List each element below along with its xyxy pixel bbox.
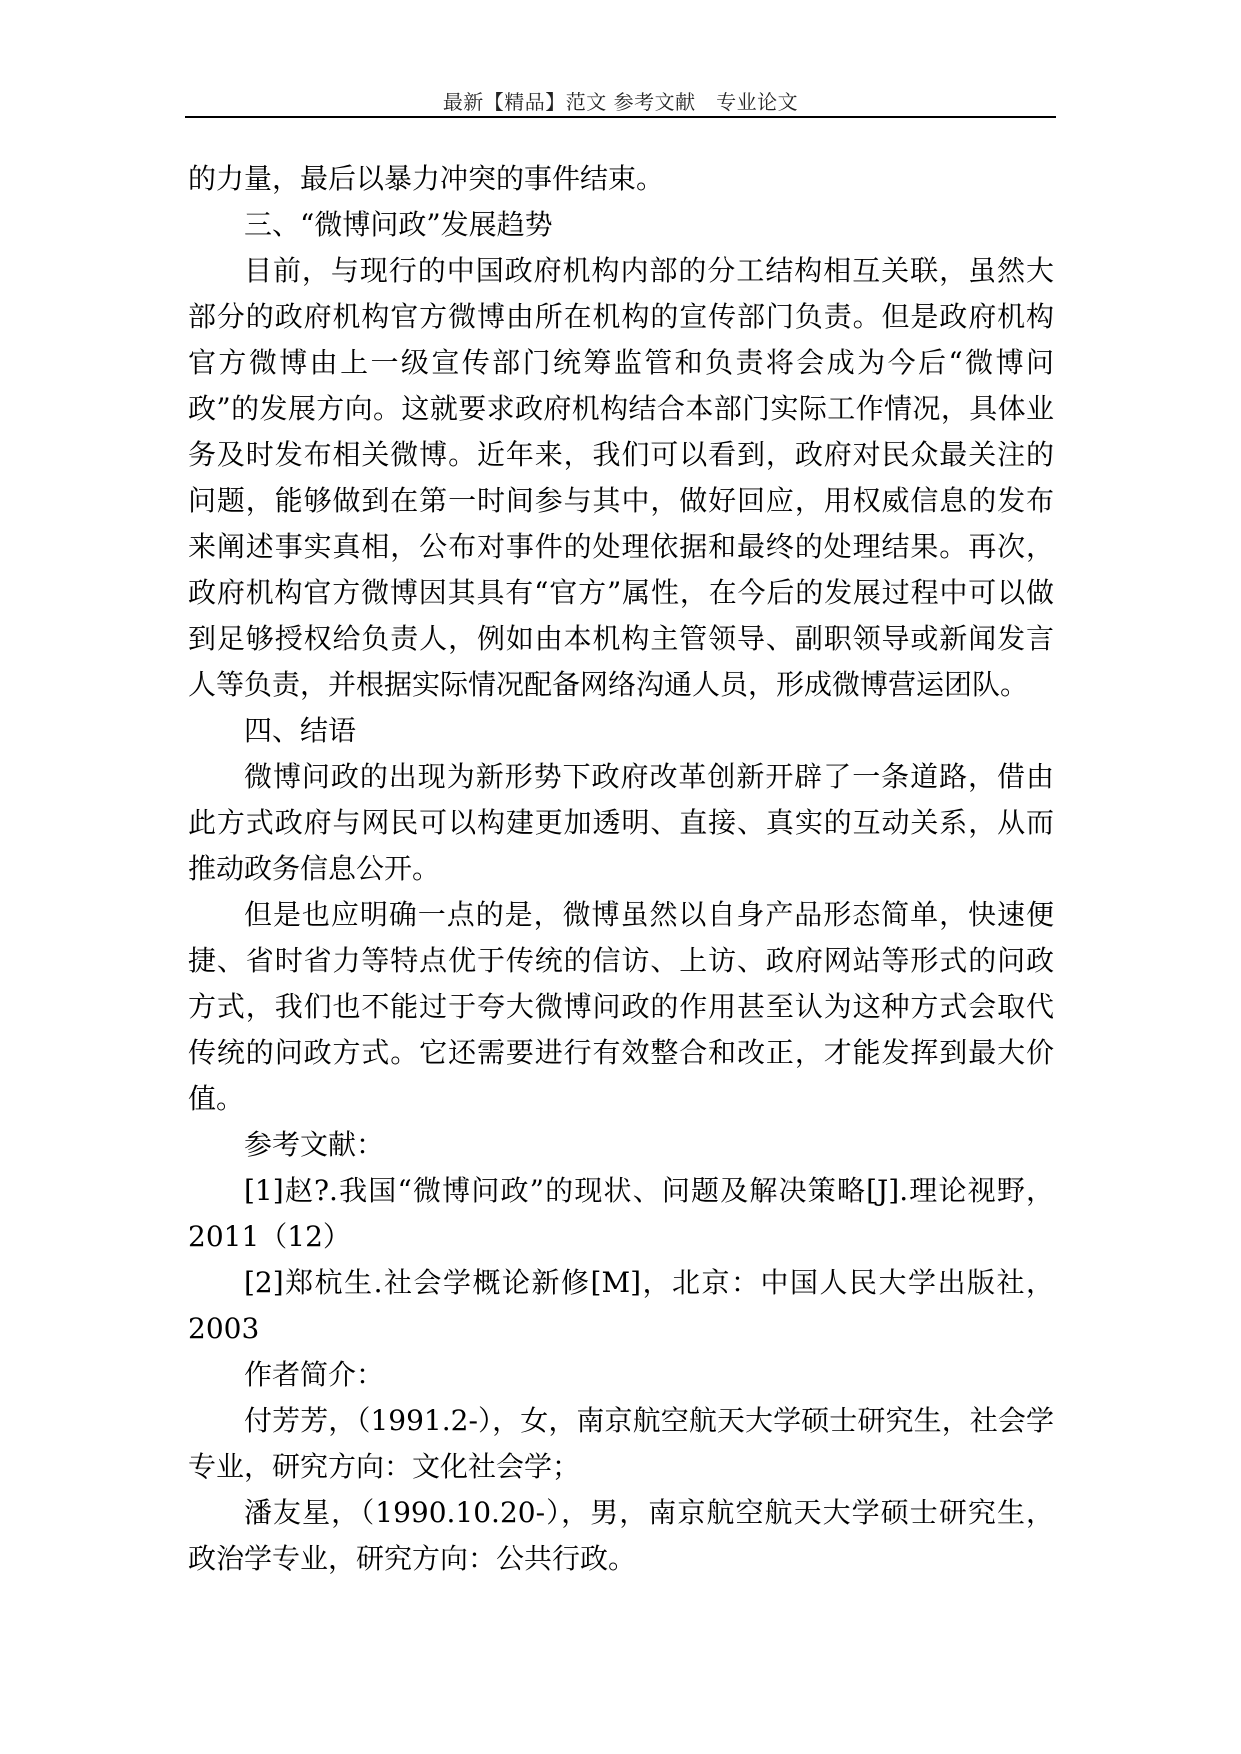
paragraph-conclusion-1: 微博问政的出现为新形势下政府改革创新开辟了一条道路，借由此方式政府与网民可以构建更加透明、直接、真实的互动关系，从而推动政务信息公开。 xyxy=(188,760,1054,885)
header-divider xyxy=(185,116,1056,118)
page-header: 最新【精品】范文 参考文献 专业论文 xyxy=(442,90,799,114)
paragraph-continuation: 的力量，最后以暴力冲突的事件结束。 xyxy=(188,162,665,195)
reference-item-1: [1]赵?.我国“微博问政”的现状、问题及解决策略[J].理论视野，2011（12） xyxy=(188,1174,1054,1253)
author-bio-heading: 作者简介： xyxy=(244,1358,385,1391)
author-bio-1: 付芳芳，（1991.2-），女，南京航空航天大学硕士研究生，社会学专业，研究方向：文化社会学； xyxy=(188,1404,1054,1483)
section-heading-conclusion: 四、结语 xyxy=(244,714,357,747)
section-heading-trends: 三、“微博问政”发展趋势 xyxy=(244,208,553,241)
reference-item-2: [2]郑杭生.社会学概论新修[M]，北京：中国人民大学出版社，2003 xyxy=(188,1266,1054,1345)
author-bio-2: 潘友星，（1990.10.20-），男，南京航空航天大学硕士研究生，政治学专业，研究方向：公共行政。 xyxy=(188,1496,1054,1575)
paragraph-conclusion-2: 但是也应明确一点的是，微博虽然以自身产品形态简单，快速便捷、省时省力等特点优于传统的信访、上访、政府网站等形式的问政方式，我们也不能过于夸大微博问政的作用甚至认为这种方式会取代传统的问政方式。它还需要进行有效整合和改正，才能发挥到最大价值。 xyxy=(188,898,1054,1115)
body-text xyxy=(188,156,1054,1582)
references-heading: 参考文献： xyxy=(244,1128,385,1161)
paragraph-trends: 目前，与现行的中国政府机构内部的分工结构相互关联，虽然大部分的政府机构官方微博由所在机构的宣传部门负责。但是政府机构官方微博由上一级宣传部门统筹监管和负责将会成为今后“微博问政”的发展方向。这就要求政府机构结合本部门实际工作情况，具体业务及时发布相关微博。近年来，我们可以看到，政府对民众最关注的问题，能够做到在第一时间参与其中，做好回应，用权威信息的发布来阐述事实真相，公布对事件的处理依据和最终的处理结果。再次，政府机构官方微博因其具有“官方”属性，在今后的发展过程中可以做到足够授权给负责人，例如由本机构主管领导、副职领导或新闻发言人等负责，并根据实际情况配备网络沟通人员，形成微博营运团队。 xyxy=(188,254,1054,701)
